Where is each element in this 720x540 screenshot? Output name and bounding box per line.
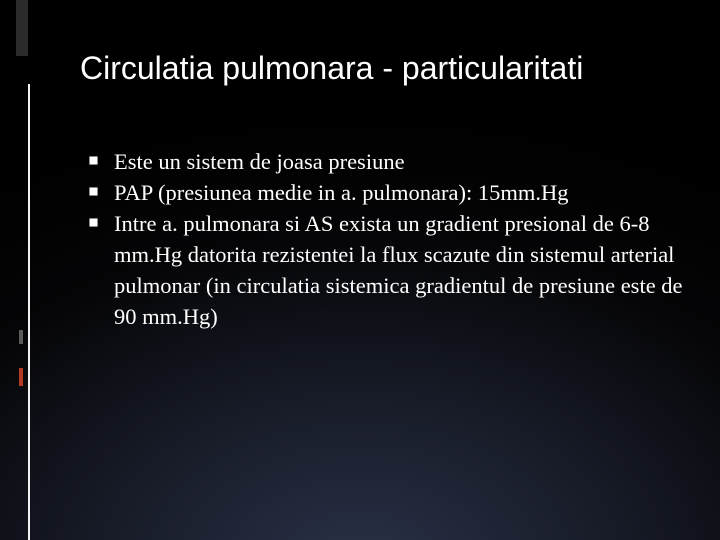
- bullet-text: Intre a. pulmonara si AS exista un gradient presional de 6-8 mm.Hg datorita rezistentei la flux scazute din sistemul arterial pulmonar (in circulatia sistemica gradientul de presiune este de 90 mm.Hg): [114, 211, 683, 329]
- slide-title: Circulatia pulmonara - particularitati: [80, 50, 584, 86]
- bullet-item: [88, 177, 688, 208]
- bullet-text: Este un sistem de joasa presiune: [114, 149, 405, 174]
- square-bullet-icon: [89, 156, 98, 165]
- left-decorative-strip: [0, 0, 34, 540]
- strip-mark-red: [19, 368, 23, 386]
- strip-vertical-line: [28, 84, 30, 540]
- square-bullet-icon: [89, 218, 98, 227]
- square-bullet-icon: [89, 187, 98, 196]
- bullet-item: [88, 146, 688, 177]
- bullet-item: [88, 208, 688, 332]
- bullet-list: [88, 146, 688, 332]
- strip-black-block: [16, 56, 28, 84]
- strip-mark-grey: [19, 330, 23, 344]
- bullet-text: PAP (presiunea medie in a. pulmonara): 15mm.Hg: [114, 180, 569, 205]
- strip-top-block: [16, 0, 28, 56]
